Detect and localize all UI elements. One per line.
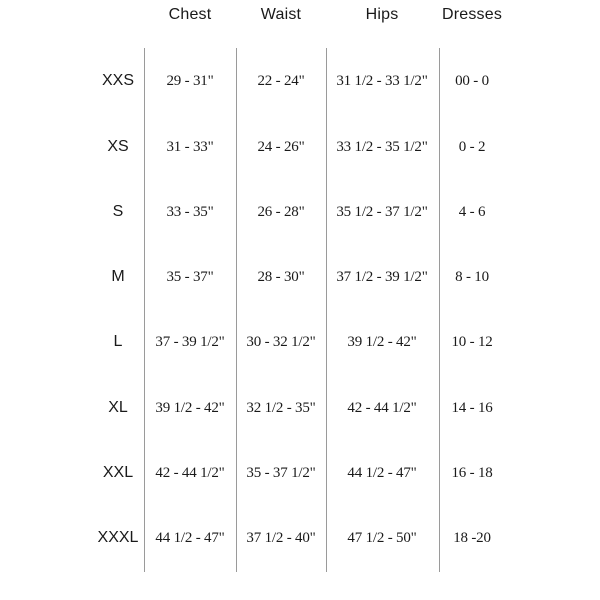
waist-cell: 28 - 30" xyxy=(257,269,305,285)
chest-cell: 39 1/2 - 42" xyxy=(155,400,225,416)
size-label: M xyxy=(111,268,125,285)
dresses-cell: 0 - 2 xyxy=(458,139,486,155)
waist-cell: 35 - 37 1/2" xyxy=(246,465,316,481)
hips-cell: 37 1/2 - 39 1/2" xyxy=(336,269,428,285)
hips-cell: 33 1/2 - 35 1/2" xyxy=(336,139,428,155)
hips-cell: 44 1/2 - 47" xyxy=(347,465,417,481)
column-divider xyxy=(326,48,327,572)
table-row xyxy=(0,395,600,425)
column-divider xyxy=(236,48,237,572)
waist-cell: 22 - 24" xyxy=(257,73,305,89)
size-label: S xyxy=(112,203,124,220)
chest-cell: 44 1/2 - 47" xyxy=(155,530,225,546)
table-row xyxy=(0,329,600,359)
waist-cell: 32 1/2 - 35" xyxy=(246,400,316,416)
table-row xyxy=(0,264,600,294)
chest-cell: 37 - 39 1/2" xyxy=(155,334,225,350)
hips-cell: 47 1/2 - 50" xyxy=(347,530,417,546)
chest-cell: 31 - 33" xyxy=(166,139,214,155)
chest-cell: 35 - 37" xyxy=(166,269,214,285)
dresses-cell: 8 - 10 xyxy=(455,269,489,285)
hips-cell: 42 - 44 1/2" xyxy=(347,400,417,416)
waist-cell: 26 - 28" xyxy=(257,204,305,220)
waist-cell: 30 - 32 1/2" xyxy=(246,334,316,350)
table-row xyxy=(0,134,600,164)
waist-cell: 24 - 26" xyxy=(257,139,305,155)
dresses-cell: 18 -20 xyxy=(453,530,491,546)
hips-cell: 35 1/2 - 37 1/2" xyxy=(336,204,428,220)
dresses-cell: 00 - 0 xyxy=(455,73,489,89)
size-label: XXS xyxy=(101,72,135,89)
chest-cell: 42 - 44 1/2" xyxy=(155,465,225,481)
header-hips: Hips xyxy=(365,6,399,23)
hips-cell: 31 1/2 - 33 1/2" xyxy=(336,73,428,89)
header-waist: Waist xyxy=(260,6,302,23)
size-label: L xyxy=(113,333,123,350)
dresses-cell: 16 - 18 xyxy=(451,465,493,481)
size-label: XS xyxy=(107,138,129,155)
hips-cell: 39 1/2 - 42" xyxy=(347,334,417,350)
chest-cell: 29 - 31" xyxy=(166,73,214,89)
table-row xyxy=(0,199,600,229)
dresses-cell: 10 - 12 xyxy=(451,334,493,350)
dresses-cell: 14 - 16 xyxy=(451,400,493,416)
header-dresses: Dresses xyxy=(441,6,503,23)
size-label: XXXL xyxy=(97,529,139,546)
waist-cell: 37 1/2 - 40" xyxy=(246,530,316,546)
table-row xyxy=(0,460,600,490)
table-row xyxy=(0,68,600,98)
column-divider xyxy=(439,48,440,572)
size-label: XXL xyxy=(102,464,134,481)
chest-cell: 33 - 35" xyxy=(166,204,214,220)
dresses-cell: 4 - 6 xyxy=(458,204,486,220)
size-label: XL xyxy=(108,399,128,416)
header-chest: Chest xyxy=(168,6,212,23)
column-divider xyxy=(144,48,145,572)
table-row xyxy=(0,525,600,555)
